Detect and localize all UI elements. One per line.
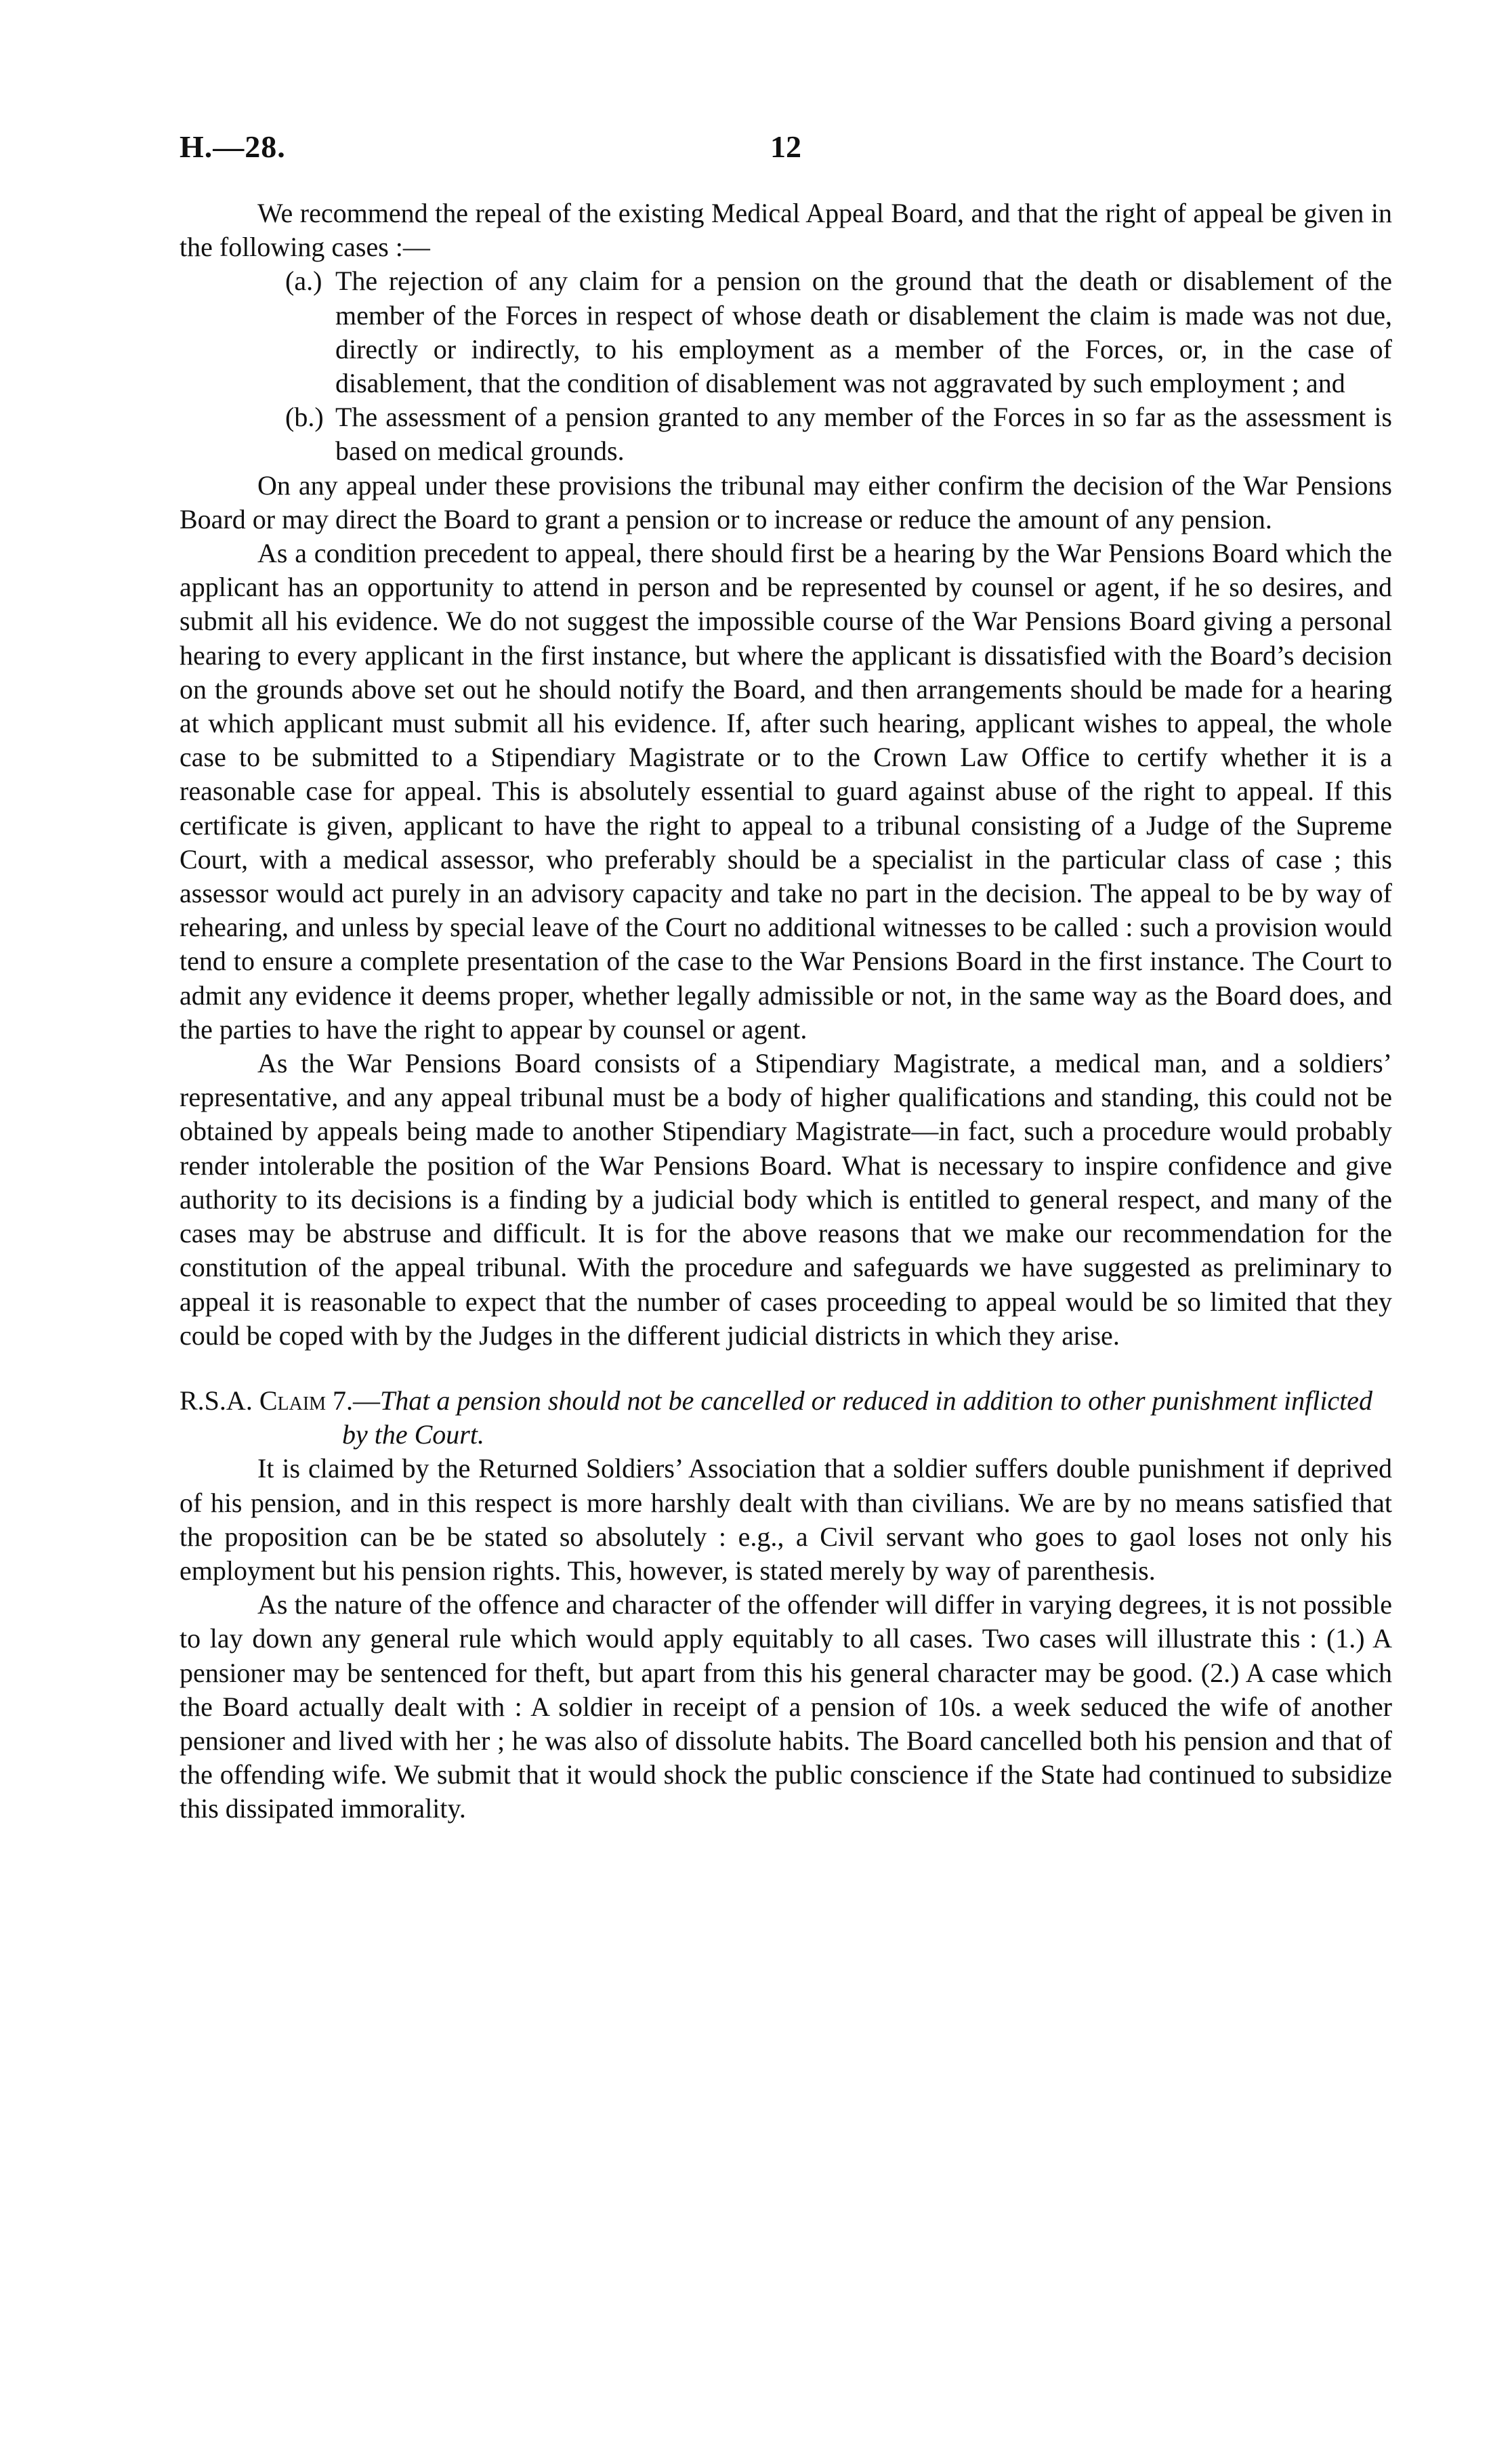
claim-heading xyxy=(180,1384,1392,1452)
document-page xyxy=(180,129,1392,1826)
document-body xyxy=(180,196,1392,1826)
claim-label: Claim 7. xyxy=(259,1385,354,1416)
page-header xyxy=(180,129,1392,176)
page-number: 12 xyxy=(770,129,801,164)
paragraph-recommend-repeal: We recommend the repeal of the existing Medical Appeal Board, and that the right of appeal be given in the following cases :— xyxy=(180,198,1392,263)
document-reference: H.—28. xyxy=(180,129,286,164)
paragraph-nature-of-offence: As the nature of the offence and character of the offender will differ in varying degrees, it is not possible to lay down any general rule which would apply equitably to all cases. Two cases will illustrate this : (1.) A pensioner may be sentenced for theft, but apart from this his general character may be good. (2.) A case which the Board actually dealt with : A soldier in receipt of a pension of 10s. a week seduced the wife of another pensioner and lived with her ; he was also of dissolute habits. The Board cancelled both his pension and that of the offending wife. We submit that it would shock the public conscience if the State had continued to subsidize this dissipated immorality. xyxy=(180,1589,1392,1824)
claim-title: That a pension should not be cancelled or reduced in addition to other punishment inflicted by the Court. xyxy=(342,1385,1373,1450)
list-item-text: The assessment of a pension granted to any member of the Forces in so far as the assessment is based on medical grounds. xyxy=(335,402,1392,467)
list-item-label: (a.) xyxy=(285,266,322,297)
list-item-label: (b.) xyxy=(285,402,324,433)
claim-dash: — xyxy=(353,1385,381,1416)
list-item-b xyxy=(285,400,1392,468)
claim-prefix: R.S.A. xyxy=(180,1385,253,1416)
paragraph-condition-precedent: As a condition precedent to appeal, there should first be a hearing by the War Pensions Board which the applicant has an opportunity to attend in person and be represented by counsel or agent, if he so desires, and submit all his evidence. We do not suggest the impossible course of the War Pensions Board giving a personal hearing to every applicant in the first instance, but where the applicant is dissatisfied with the Board’s decision on the grounds above set out he should notify the Board, and then arrangements should be made for a hearing at which applicant must submit all his evidence. If, after such hearing, applicant wishes to appeal, the whole case to be submitted to a Stipendiary Magistrate or to the Crown Law Office to certify whether it is a reasonable case for appeal. This is absolutely essential to guard against abuse of the right to appeal. If this certificate is given, applicant to have the right to appeal to a tribunal consisting of a Judge of the Supreme Court, with a medical assessor, who preferably should be a specialist in the particular class of case ; this assessor would act purely in an advisory capacity and take no part in the decision. The appeal to be by way of rehearing, and unless by special leave of the Court no additional witnesses to be called : such a provision would tend to ensure a complete presentation of the case to the War Pensions Board in the first instance. The Court to admit any evidence it deems proper, whether legally admissible or not, in the same way as the Board does, and the parties to have the right to appear by counsel or agent. xyxy=(180,538,1392,1045)
paragraph-appeal-tribunal: On any appeal under these provisions the tribunal may either confirm the decision of the War Pensions Board or may direct the Board to grant a pension or to increase or reduce the amount of any pension. xyxy=(180,469,1392,534)
paragraph-double-punishment: It is claimed by the Returned Soldiers’ Association that a soldier suffers double punishment if deprived of his pension, and in this respect is more harshly dealt with than civilians. We are by no means satisfied that the proposition can be be stated so absolutely : e.g., a Civil servant who goes to gaol loses not only his employment but his pension rights. This, however, is stated merely by way of parenthesis. xyxy=(180,1453,1392,1586)
paragraph-board-composition: As the War Pensions Board consists of a Stipendiary Magistrate, a medical man, and a soldiers’ representative, and any appeal tribunal must be a body of higher qualifications and standing, this could not be obtained by appeals being made to another Stipendiary Magistrate—in fact, such a procedure would probably render intolerable the position of the War Pensions Board. What is necessary to inspire confidence and give authority to its decisions is a finding by a judicial body which is entitled to general respect, and many of the cases may be abstruse and difficult. It is for the above reasons that we make our recommendation for the constitution of the appeal tribunal. With the procedure and safeguards we have suggested as preliminary to appeal it is reasonable to expect that the number of cases proceeding to appeal would be so limited that they could be coped with by the Judges in the different judicial districts in which they arise. xyxy=(180,1048,1392,1351)
list-item-text: The rejection of any claim for a pension on the ground that the death or disablement of the member of the Forces in respect of whose death or disablement the claim is made was not due, directly or indirectly, to his employment as a member of the Forces, or, in the case of disablement, that the condition of disablement was not aggravated by such employment ; and xyxy=(335,266,1392,399)
list-item-a xyxy=(285,264,1392,400)
